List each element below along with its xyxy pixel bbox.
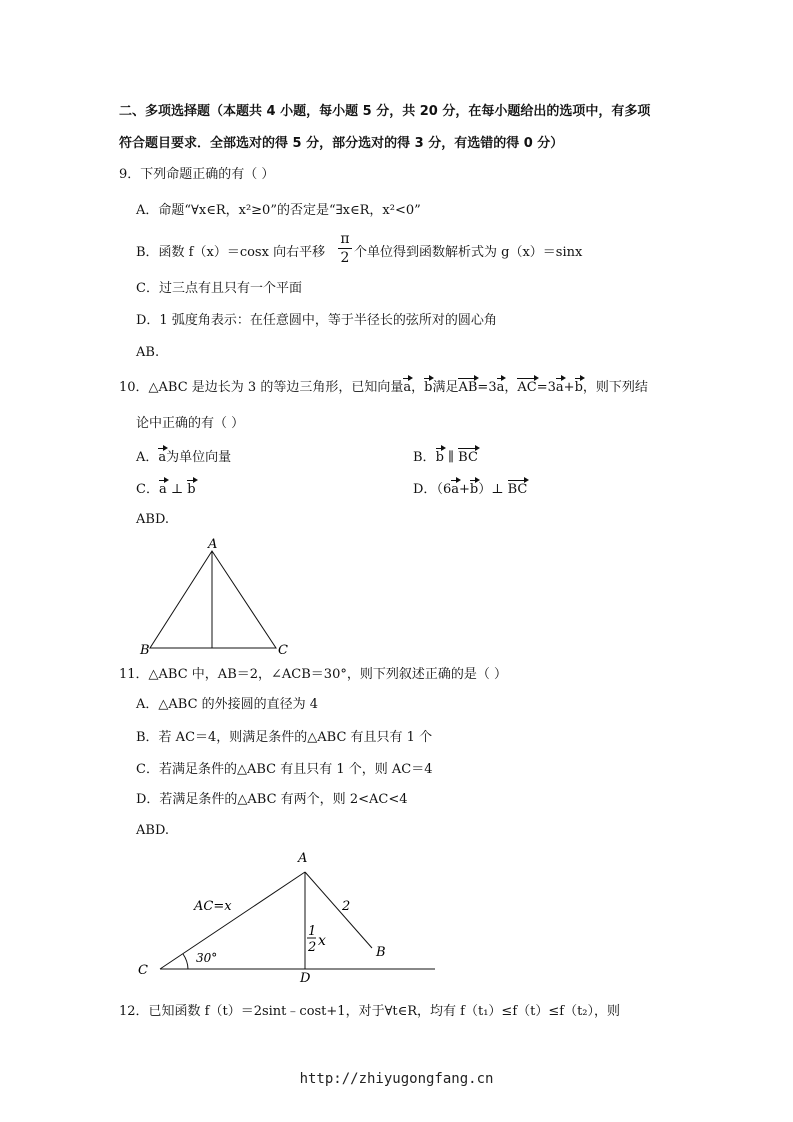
label-half-den: 2 (308, 940, 317, 955)
q10-answer: ABD. (136, 512, 170, 527)
q10-stem-post: ，则下列结 (582, 380, 648, 395)
section-title-line1: 二、多项选择题（本题共 4 小题，每小题 5 分，共 20 分，在每小题给出的选项中，有多项 (119, 104, 651, 119)
q9-fraction-pi-over-2 (338, 231, 352, 266)
q10-option-b (413, 450, 478, 466)
vector-a: a (158, 450, 167, 465)
vertex-label-a: A (208, 537, 218, 552)
vector-a: a (158, 482, 167, 497)
q10-option-a (136, 450, 231, 466)
option-label: C． (136, 482, 159, 497)
fraction-bar (338, 248, 352, 249)
q10-eq1: =3 (477, 380, 497, 395)
option-text: 为单位向量 (166, 450, 232, 465)
q10-plus: + (458, 482, 470, 497)
angle-arc (183, 954, 188, 969)
vector-b: b (435, 450, 444, 465)
label-half-x: x (318, 933, 326, 949)
vector-a: a (403, 380, 412, 395)
label-angle-30: 30° (196, 951, 218, 965)
q9-option-b-pre: B．函数 f（x）＝cosx 向右平移 (136, 245, 326, 260)
vector-ab: AB (458, 380, 478, 395)
footer-url: http://zhiyugongfang.cn (299, 1071, 494, 1087)
q9-option-a: A．命题“∀x∈R，x²≥0”的否定是“∃x∈R，x²<0” (136, 203, 421, 218)
q9-option-c: C．过三点有且只有一个平面 (136, 281, 302, 296)
q11-option-b: B．若 AC＝4，则满足条件的△ABC 有且只有 1 个 (136, 730, 433, 745)
q11-option-a: A．△ABC 的外接圆的直径为 4 (136, 697, 319, 712)
vertex-label-b: B (140, 643, 150, 658)
q11-answer: ABD. (136, 823, 170, 838)
q10-comma: ， (504, 380, 518, 395)
figure-triangle-30deg (130, 848, 450, 984)
figure-equilateral-triangle (138, 536, 298, 658)
vector-bc: BC (507, 482, 528, 497)
q10-stem-pre: 10．△ABC 是边长为 3 的等边三角形，已知向量 (119, 380, 404, 395)
label-ac-x: AC=x (194, 899, 232, 914)
q11-option-c: C．若满足条件的△ABC 有且只有 1 个，则 AC＝4 (136, 762, 433, 777)
side-ac (160, 872, 305, 969)
q10-plus: + (563, 380, 575, 395)
vector-bc: BC (458, 450, 478, 465)
label-side-2: 2 (342, 899, 351, 914)
vertex-label-d: D (300, 971, 311, 984)
triangle-abc (150, 551, 276, 648)
q10-stem-line1 (119, 380, 648, 396)
vector-a: a (555, 380, 564, 395)
section-title-line2: 符合题目要求．全部选对的得 5 分，部分选对的得 3 分，有选错的得 0 分） (119, 136, 564, 151)
vector-a: a (451, 482, 459, 497)
option-label: D． (413, 482, 437, 497)
q10-option-d (413, 482, 527, 498)
perp-sign: ⊥ (166, 482, 188, 497)
q9-option-b-post: 个单位得到函数解析式为 g（x）＝sinx (354, 245, 583, 260)
d-open: （6 (436, 482, 452, 497)
label-half-num: 1 (308, 924, 317, 939)
q10-stem-line2: 论中正确的有（ ） (136, 416, 245, 431)
vertex-label-b: B (376, 945, 386, 960)
parallel-sign: ∥ (443, 450, 459, 465)
d-close: ）⊥ (478, 482, 508, 497)
vector-b: b (574, 380, 583, 395)
vector-ac: AC (517, 380, 537, 395)
q9-option-d: D．1 弧度角表示：在任意圆中，等于半径长的弦所对的圆心角 (136, 313, 497, 328)
q10-eq2: =3 (536, 380, 556, 395)
q10-option-c (136, 482, 196, 498)
vector-a: a (496, 380, 505, 395)
q10-comma: ， (411, 380, 425, 395)
q12-stem: 12．已知函数 f（t）＝2sint﹣cost+1，对于∀t∈R，均有 f（t₁）≤f（t）≤f（t₂），则 (119, 1004, 621, 1019)
q11-stem: 11．△ABC 中，AB＝2，∠ACB＝30°，则下列叙述正确的是（ ） (119, 667, 507, 682)
q9-fraction-num: π (340, 231, 350, 247)
vertex-label-a: A (298, 851, 308, 866)
vector-b: b (424, 380, 433, 395)
vertex-label-c: C (138, 963, 148, 978)
q10-stem-mid: 满足 (432, 380, 459, 395)
q11-option-d: D．若满足条件的△ABC 有两个，则 2<AC<4 (136, 792, 408, 807)
q9-fraction-den: 2 (340, 250, 350, 266)
vector-b: b (187, 482, 196, 497)
vertex-label-c: C (278, 643, 288, 658)
option-label: A． (136, 450, 159, 465)
q9-stem: 9．下列命题正确的有（ ） (119, 167, 275, 182)
option-label: B． (413, 450, 436, 465)
vector-b: b (469, 482, 479, 497)
q9-answer: AB. (136, 345, 160, 360)
